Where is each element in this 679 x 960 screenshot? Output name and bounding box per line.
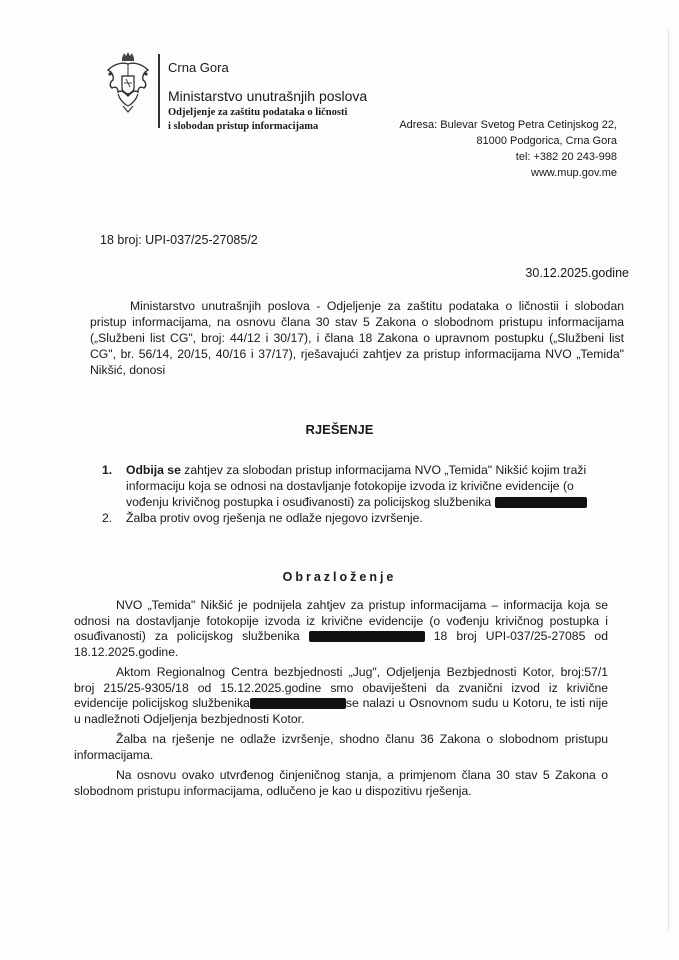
- page-edge: [668, 30, 669, 930]
- reference-number: 18 broj: UPI-037/25-27085/2: [100, 233, 258, 247]
- reasoning-paragraph-1: [74, 598, 608, 660]
- item-text: zahtjev za slobodan pristup informacijama NVO „Temida" Nikšić kojim traži informaciju koja se odnosi na dostavljanje fotokopije izvoda iz krivične evidencije (o vođenju krivičnog postupka i osuđivanosti) za policijskog službenika: [126, 463, 587, 509]
- address-line-1: Adresa: Bulevar Svetog Petra Cetinjskog 22,: [399, 119, 617, 131]
- reasoning-paragraph-3: [74, 732, 608, 763]
- document-date: 30.12.2025.godine: [525, 266, 629, 280]
- intro-paragraph: [90, 298, 624, 378]
- department-name: [168, 106, 347, 134]
- decision-item-2: [102, 510, 592, 526]
- item-number: 2.: [102, 511, 113, 525]
- paragraph-text: 18 broj UPI-037/25-27085 od 18.12.2025.godine.: [74, 629, 608, 659]
- redaction-bar: [495, 497, 587, 508]
- redaction-bar: [250, 698, 346, 709]
- reasoning-paragraph-2: [74, 665, 608, 727]
- website: www.mup.gov.me: [531, 167, 617, 179]
- paragraph-text: Žalba na rješenje ne odlaže izvršenje, shodno članu 36 Zakona o slobodnom pristupu informacijama.: [74, 732, 608, 762]
- redaction-bar: [309, 631, 425, 642]
- decision-title: RJEŠENJE: [305, 422, 374, 437]
- address-line-2: 81000 Podgorica, Crna Gora: [476, 135, 617, 147]
- paragraph-text: Na osnovu ovako utvrđenog činjeničnog stanja, a primjenom člana 30 stav 5 Zakona o slobodnom pristupu informacijama, odlučeno je kao u dispozitivu rješenja.: [74, 768, 608, 798]
- intro-text: Ministarstvo unutrašnjih poslova - Odjeljenje za zaštitu podataka o ličnostii i slobodan pristup informacijama, na osnovu člana 30 stav 5 Zakona o slobodnom pristupu informacijama („Službeni list CG", broj: 44/12 i 30/17), i člana 18 Zakona o upravnom postupku („Službeni list CG", br. 56/14, 20/15, 40/16 i 37/17), rješavajući zahtjev za pristup informacijama NVO „Temida" Nikšić, donosi: [90, 299, 624, 377]
- reasoning-title: Obrazloženje: [282, 570, 397, 584]
- department-line-1: Odjeljenje za zaštitu podataka o ličnosti: [168, 107, 348, 118]
- decision-list: [102, 462, 592, 526]
- coat-of-arms-icon: [104, 50, 152, 114]
- reasoning-paragraph-4: [74, 768, 608, 799]
- address-block: [399, 117, 617, 181]
- paragraph-text: NVO „Temida" Nikšić je podnijela zahtjev za pristup informacijama – informacija koja se odnosi na dostavljanje fotokopije izvoda iz krivične evidencije (o vođenju krivičnog postupka i osuđivanosti) za policijskog službenika: [74, 598, 608, 643]
- item-bold-text: Odbija se: [126, 463, 181, 477]
- decision-item-1: [102, 462, 592, 510]
- header-divider: [158, 54, 160, 128]
- item-text: Žalba protiv ovog rješenja ne odlaže njegovo izvršenje.: [126, 511, 423, 525]
- phone: tel: +382 20 243-998: [515, 151, 617, 163]
- reasoning-body: [74, 598, 608, 804]
- item-number: 1.: [102, 463, 113, 477]
- paragraph-text: Aktom Regionalnog Centra bezbjednosti „Jug", Odjeljenja Bezbjednosti Kotor, broj:57/1 broj 215/25-9305/18 od 15.12.2025.godine smo obaviješteni da zvanični izvod iz krivične evidencije policijskog službenika: [74, 665, 608, 710]
- ministry-name: Ministarstvo unutrašnjih poslova: [168, 88, 368, 104]
- department-line-2: i slobodan pristup informacijama: [168, 121, 319, 132]
- country-name: Crna Gora: [168, 60, 229, 75]
- paragraph-text: se nalazi u Osnovnom sudu u Kotoru, te isti nije u nadležnoti Odjeljenja bezbjednosti Kotor.: [74, 696, 608, 726]
